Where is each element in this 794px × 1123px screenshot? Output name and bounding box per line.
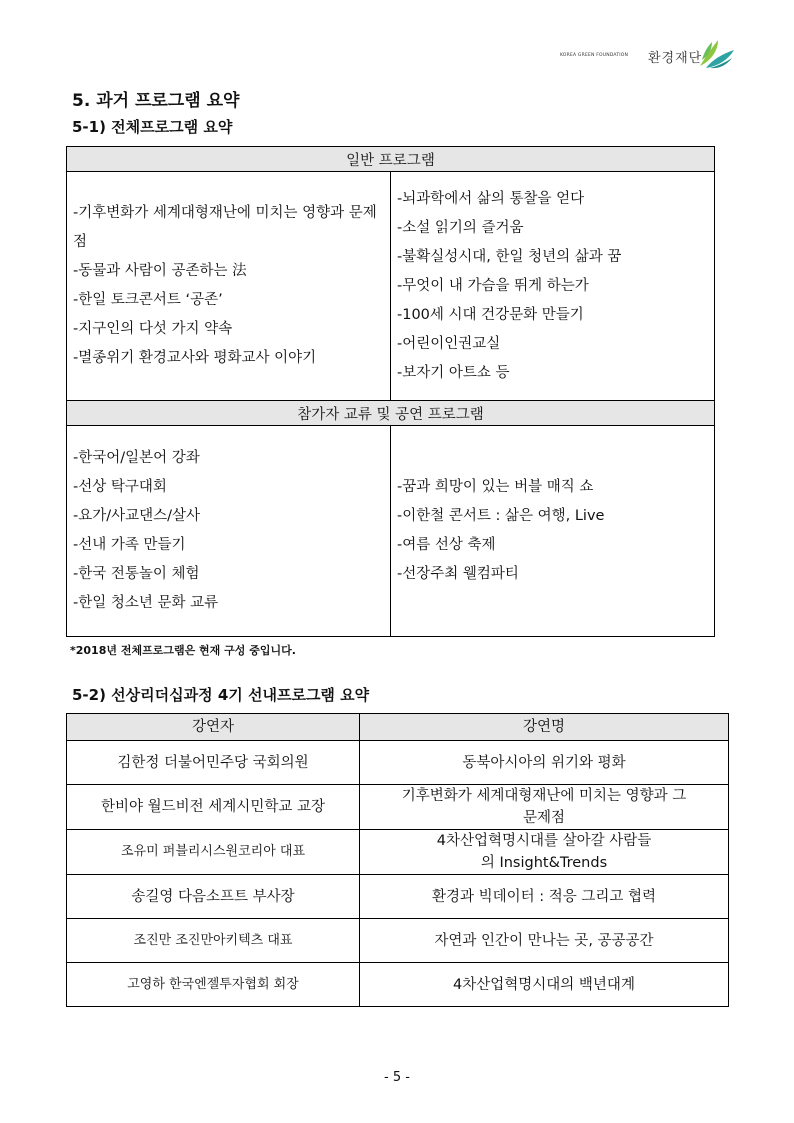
table-row bbox=[67, 741, 729, 785]
foundation-logo bbox=[560, 38, 738, 72]
list-item: -어린이인권교실 bbox=[397, 335, 501, 352]
leadership-lecture-table bbox=[66, 713, 729, 1007]
lecture-title-cell: 4차산업혁명시대의 백년대계 bbox=[360, 963, 729, 1007]
list-item: -한국 전통놀이 체험 bbox=[73, 566, 200, 582]
subsection-title-leadership: 5-2) 선상리더십과정 4기 선내프로그램 요약 bbox=[72, 686, 370, 704]
exchange-program-header: 참가자 교류 및 공연 프로그램 bbox=[67, 401, 715, 426]
list-item: -한일 토크콘서트 ‘공존’ bbox=[73, 292, 223, 308]
page-number: - 5 - bbox=[384, 1070, 410, 1085]
speaker-cell: 한비야 월드비전 세계시민학교 교장 bbox=[67, 785, 360, 830]
exchange-program-right bbox=[391, 426, 715, 637]
speaker-cell: 조진만 조진만아키텍츠 대표 bbox=[67, 919, 360, 963]
lecture-title-cell: 기후변화가 세계대형재난에 미치는 영향과 그 문제점 bbox=[360, 785, 729, 830]
table-row bbox=[67, 785, 729, 830]
speaker-cell: 김한정 더불어민주당 국회의원 bbox=[67, 741, 360, 785]
list-item: -여름 선상 축제 bbox=[397, 537, 496, 553]
list-item: -100세 시대 건강문화 만들기 bbox=[397, 306, 584, 323]
general-program-left bbox=[67, 172, 391, 401]
list-item: -선상 탁구대회 bbox=[73, 479, 167, 495]
list-item: -지구인의 다섯 가지 약속 bbox=[73, 321, 233, 337]
speaker-cell: 고영하 한국엔젤투자협회 회장 bbox=[67, 963, 360, 1007]
table-row bbox=[67, 875, 729, 919]
table-row bbox=[67, 830, 729, 875]
exchange-program-left bbox=[67, 426, 391, 637]
list-item: -보자기 아트쇼 등 bbox=[397, 364, 510, 381]
list-item: -이한철 콘서트 : 삶은 여행, Live bbox=[397, 508, 605, 524]
overall-program-table bbox=[66, 146, 715, 637]
general-program-right bbox=[391, 172, 715, 401]
list-item: -멸종위기 환경교사와 평화교사 이야기 bbox=[73, 350, 317, 366]
list-item: -요가/사교댄스/살사 bbox=[73, 508, 201, 524]
list-item: -소설 읽기의 즐거움 bbox=[397, 219, 524, 236]
list-item: -한일 청소년 문화 교류 bbox=[73, 595, 219, 611]
speaker-cell: 송길영 다음소프트 부사장 bbox=[67, 875, 360, 919]
list-item: -불확실성시대, 한일 청년의 삶과 꿈 bbox=[397, 248, 622, 265]
list-item: -선장주최 웰컴파티 bbox=[397, 566, 519, 582]
program-note: *2018년 전체프로그램은 현재 구성 중입니다. bbox=[70, 644, 296, 657]
lecture-title-cell: 4차산업혁명시대를 살아갈 사람들의 Insight&Trends bbox=[360, 830, 729, 875]
lecture-title-cell: 환경과 빅데이터 : 적응 그리고 협력 bbox=[360, 875, 729, 919]
logo-korean-text: 환경재단 bbox=[648, 51, 703, 66]
speaker-cell: 조유미 퍼블리시스원코리아 대표 bbox=[67, 830, 360, 875]
list-item: -뇌과학에서 삶의 통찰을 얻다 bbox=[397, 190, 585, 207]
lecture-title-cell: 동북아시아의 위기와 평화 bbox=[360, 741, 729, 785]
list-item: -꿈과 희망이 있는 버블 매직 쇼 bbox=[397, 479, 594, 495]
table-row bbox=[67, 919, 729, 963]
leaf-logo-icon bbox=[696, 38, 736, 70]
list-item: -선내 가족 만들기 bbox=[73, 537, 186, 553]
list-item: -기후변화가 세계대형재난에 미치는 영향과 문제점 bbox=[73, 205, 377, 250]
title-column-header: 강연명 bbox=[360, 714, 729, 741]
lecture-title-cell: 자연과 인간이 만나는 곳, 공공공간 bbox=[360, 919, 729, 963]
section-title: 5. 과거 프로그램 요약 bbox=[72, 91, 240, 111]
list-item: -동물과 사람이 공존하는 法 bbox=[73, 263, 247, 279]
table-row bbox=[67, 963, 729, 1007]
list-item: -한국어/일본어 강좌 bbox=[73, 450, 200, 466]
general-program-header: 일반 프로그램 bbox=[67, 147, 715, 172]
subsection-title-overall: 5-1) 전체프로그램 요약 bbox=[72, 118, 233, 136]
logo-english-text: KOREA GREEN FOUNDATION bbox=[560, 53, 629, 58]
list-item: -무엇이 내 가슴을 뛰게 하는가 bbox=[397, 277, 589, 294]
speaker-column-header: 강연자 bbox=[67, 714, 360, 741]
